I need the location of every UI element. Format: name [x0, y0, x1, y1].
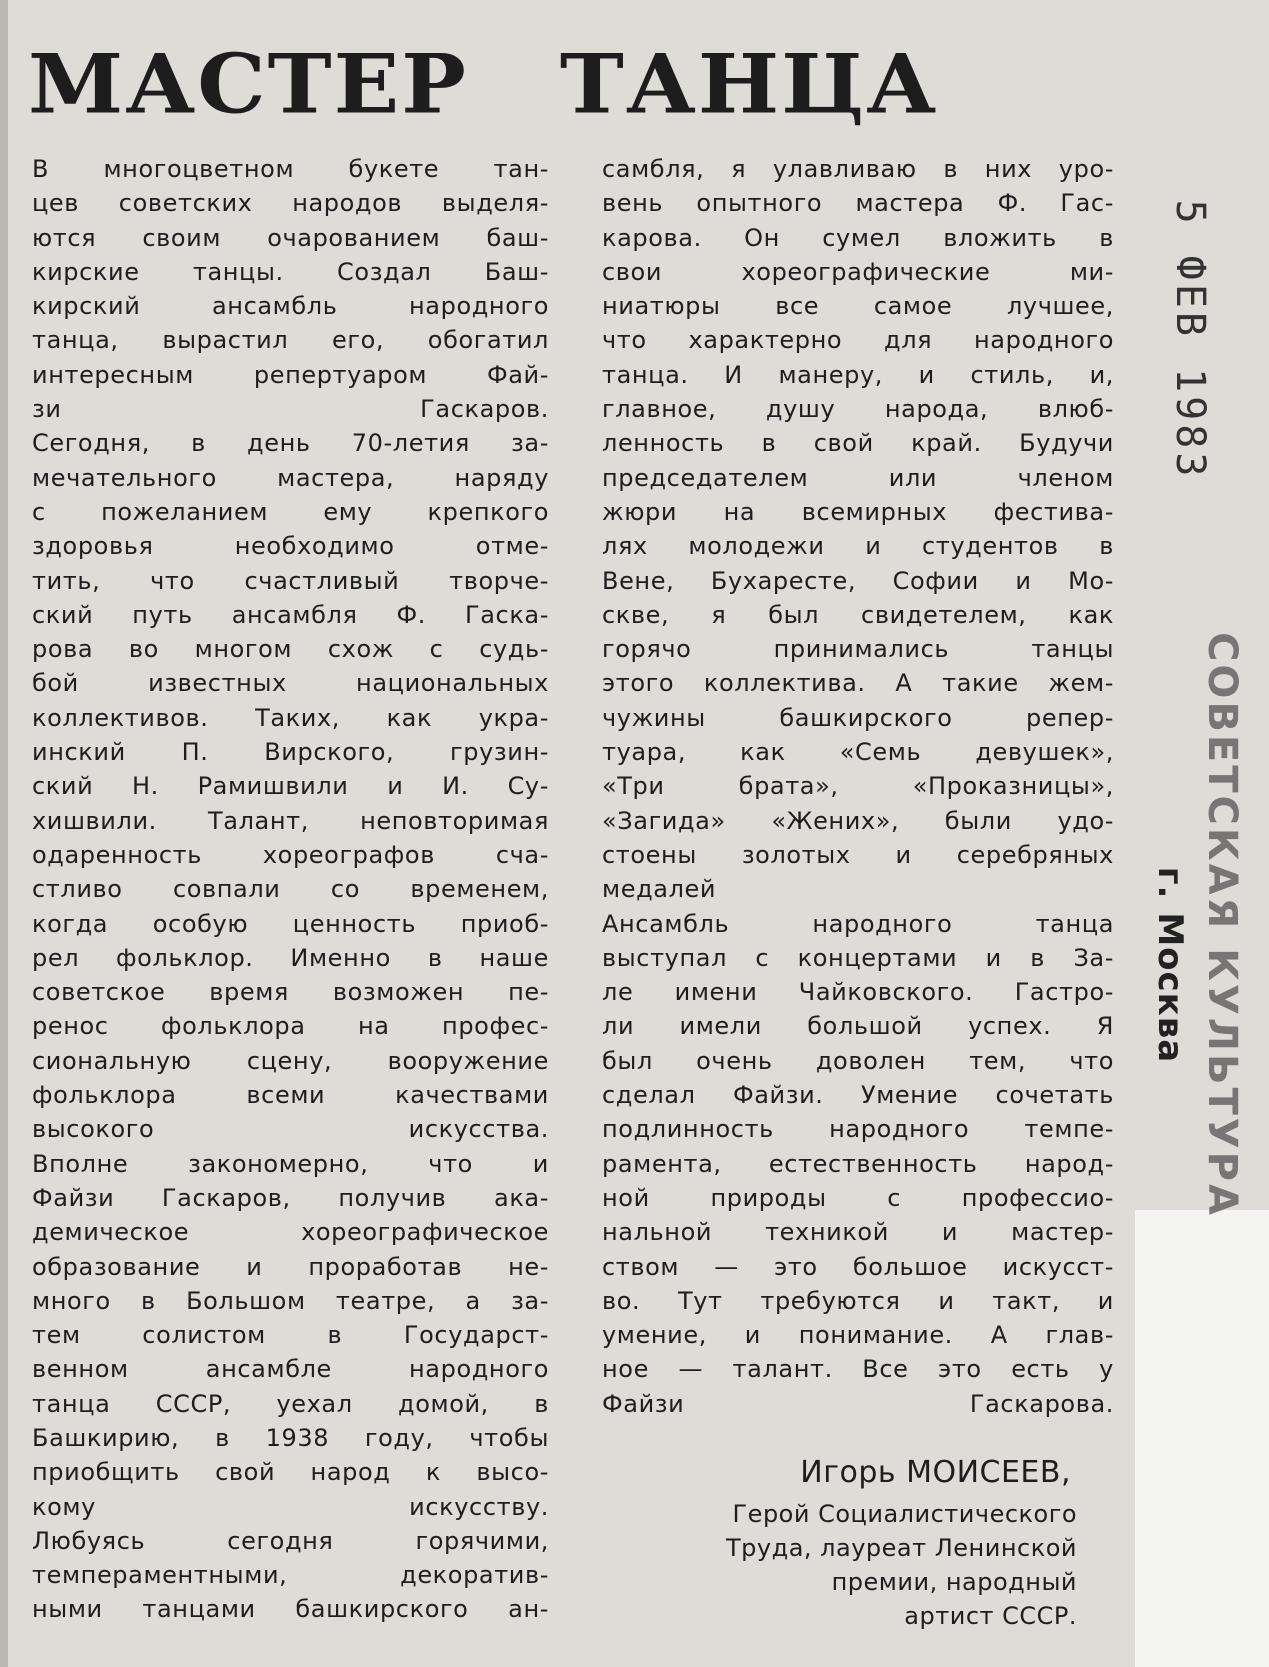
article-text-line: Файзи Гаскаров, получив ака-: [32, 1183, 549, 1212]
article-text-line: здоровья необходимо отме-: [32, 532, 549, 561]
article-text-line: председателем или членом: [602, 463, 1114, 492]
article-text-line: горячо принимались танцы: [602, 635, 1114, 664]
article-text-line: туара, как «Семь девушек»,: [602, 738, 1114, 767]
author-title-line: артист СССР.: [904, 1602, 1077, 1630]
article-text-line: самбля, я улавливаю в них уро-: [602, 155, 1114, 183]
article-text-line: много в Большом театре, а за-: [32, 1286, 549, 1315]
article-text-line: чужины башкирского репер-: [602, 703, 1114, 732]
article-text-line: с пожеланием ему крепкого: [32, 497, 549, 526]
clipping-edge-shadow: [0, 0, 8, 1667]
article-text-line: медалей: [602, 875, 717, 904]
article-text-line: свои хореографические ми-: [602, 257, 1114, 286]
article-text-line: ством — это большое искусст-: [602, 1252, 1114, 1281]
article-text-line: ются своим очарованием баш-: [32, 223, 549, 252]
article-text-line: этого коллектива. А такие жем-: [602, 669, 1114, 698]
article-text-line: стоены золотых и серебряных: [602, 840, 1114, 869]
article-text-line: сделал Файзи. Умение сочетать: [602, 1081, 1114, 1110]
article-text-line: когда особую ценность приоб-: [32, 909, 549, 938]
article-text-line: ленность в свой край. Будучи: [602, 429, 1114, 458]
author-titles: [617, 1497, 1077, 1633]
article-text-line: высокого искусства.: [32, 1115, 549, 1144]
article-text-line: тить, что счастливый творче-: [32, 566, 549, 595]
author-name: Игорь МОИСЕЕВ,: [800, 1455, 1071, 1490]
article-text-line: приобщить свой народ к высо-: [32, 1458, 549, 1487]
article-text-line: Вполне закономерно, что и: [32, 1149, 549, 1178]
article-text-line: коллективов. Таких, как укра-: [32, 703, 549, 732]
article-text-line: образование и проработав не-: [32, 1252, 549, 1281]
article-text-line: кому искусству.: [32, 1492, 549, 1521]
article-text-line: одаренность хореографов сча-: [32, 840, 549, 869]
article-text-line: ский Н. Рамишвили и И. Су-: [32, 772, 549, 801]
article-text-line: лях молодежи и студентов в: [602, 532, 1114, 561]
article-text-line: рамента, естественность народ-: [602, 1149, 1114, 1178]
article-text-line: фольклора всеми качествами: [32, 1081, 549, 1110]
article-text-line: хишвили. Талант, неповторимая: [32, 806, 549, 835]
article-text-line: жюри на всемирных фестива-: [602, 497, 1114, 526]
article-text-line: Ансамбль народного танца: [602, 909, 1114, 938]
article-text-line: ными танцами башкирского ан-: [32, 1595, 549, 1624]
article-text-line: танца СССР, уехал домой, в: [32, 1389, 549, 1418]
article-text-line: Файзи Гаскарова.: [602, 1389, 1114, 1418]
article-text-line: скве, я был свидетелем, как: [602, 600, 1114, 629]
newspaper-name-stamp: СОВЕТСКАЯ КУЛЬТУРА: [1199, 632, 1245, 1218]
article-text-line: «Загида» «Жених», были удо-: [602, 806, 1114, 835]
article-text-line: цев советских народов выделя-: [32, 189, 549, 218]
article-text-line: во. Тут требуются и такт, и: [602, 1286, 1114, 1315]
article-text-line: стливо совпали со временем,: [32, 875, 549, 904]
article-text-line: ренос фольклора на профес-: [32, 1012, 549, 1041]
article-text-line: Сегодня, в день 70-летия за-: [32, 429, 549, 458]
article-text-line: вень опытного мастера Ф. Гас-: [602, 189, 1114, 218]
article-text-line: темпераментными, декоратив-: [32, 1561, 549, 1590]
date-stamp: 5 ФЕВ 1983: [1167, 199, 1213, 481]
article-text-line: рова во многом схож с судь-: [32, 635, 549, 664]
article-text-line: нальной техникой и мастер-: [602, 1218, 1114, 1247]
article-text-line: что характерно для народного: [602, 326, 1114, 355]
article-text-line: интересным репертуаром Фай-: [32, 360, 549, 389]
author-title-line: премии, народный: [831, 1568, 1077, 1596]
article-text-line: ле имени Чайковского. Гастро-: [602, 978, 1114, 1007]
article-column-right: [602, 152, 1114, 1421]
author-title-line: Труда, лауреат Ленинской: [726, 1534, 1077, 1562]
article-text-line: ли имели большой успех. Я: [602, 1012, 1114, 1041]
article-text-line: был очень доволен тем, что: [602, 1046, 1114, 1075]
article-text-line: В многоцветном букете тан-: [32, 155, 549, 183]
article-text-line: карова. Он сумел вложить в: [602, 223, 1114, 252]
article-text-line: умение, и понимание. А глав-: [602, 1321, 1114, 1350]
article-text-line: рел фольклор. Именно в наше: [32, 943, 549, 972]
article-text-line: кирский ансамбль народного: [32, 292, 549, 321]
article-text-line: демическое хореографическое: [32, 1218, 549, 1247]
article-text-line: «Три брата», «Проказницы»,: [602, 772, 1114, 801]
article-text-line: мечательного мастера, наряду: [32, 463, 549, 492]
article-text-line: Вене, Бухаресте, Софии и Мо-: [602, 566, 1114, 595]
article-text-line: советское время возможен пе-: [32, 978, 549, 1007]
article-text-line: тем солистом в Государст-: [32, 1321, 549, 1350]
article-text-line: зи Гаскаров.: [32, 395, 549, 424]
author-title-line: Герой Социалистического: [732, 1500, 1077, 1528]
article-text-line: танца, вырастил его, обогатил: [32, 326, 549, 355]
article-text-line: подлинность народного темпе-: [602, 1115, 1114, 1144]
article-text-line: кирские танцы. Создал Баш-: [32, 257, 549, 286]
article-text-line: ное — талант. Все это есть у: [602, 1355, 1114, 1384]
article-text-line: ский путь ансамбля Ф. Гаска-: [32, 600, 549, 629]
article-text-line: Любуясь сегодня горячими,: [32, 1526, 549, 1555]
article-text-line: инский П. Вирского, грузин-: [32, 738, 549, 767]
article-text-line: бой известных национальных: [32, 669, 549, 698]
city-stamp: г. Москва: [1150, 866, 1190, 1064]
article-text-line: выступал с концертами и в За-: [602, 943, 1114, 972]
article-text-line: главное, душу народа, влюб-: [602, 395, 1114, 424]
article-text-line: ной природы с профессио-: [602, 1183, 1114, 1212]
article-text-line: сиональную сцену, вооружение: [32, 1046, 549, 1075]
article-column-left: [32, 152, 549, 1627]
article-text-line: танца. И манеру, и стиль, и,: [602, 360, 1114, 389]
article-headline: МАСТЕР ТАНЦА: [28, 36, 939, 133]
article-text-line: ниатюры все самое лучшее,: [602, 292, 1114, 321]
article-text-line: Башкирию, в 1938 году, чтобы: [32, 1423, 549, 1452]
article-text-line: венном ансамбле народного: [32, 1355, 549, 1384]
